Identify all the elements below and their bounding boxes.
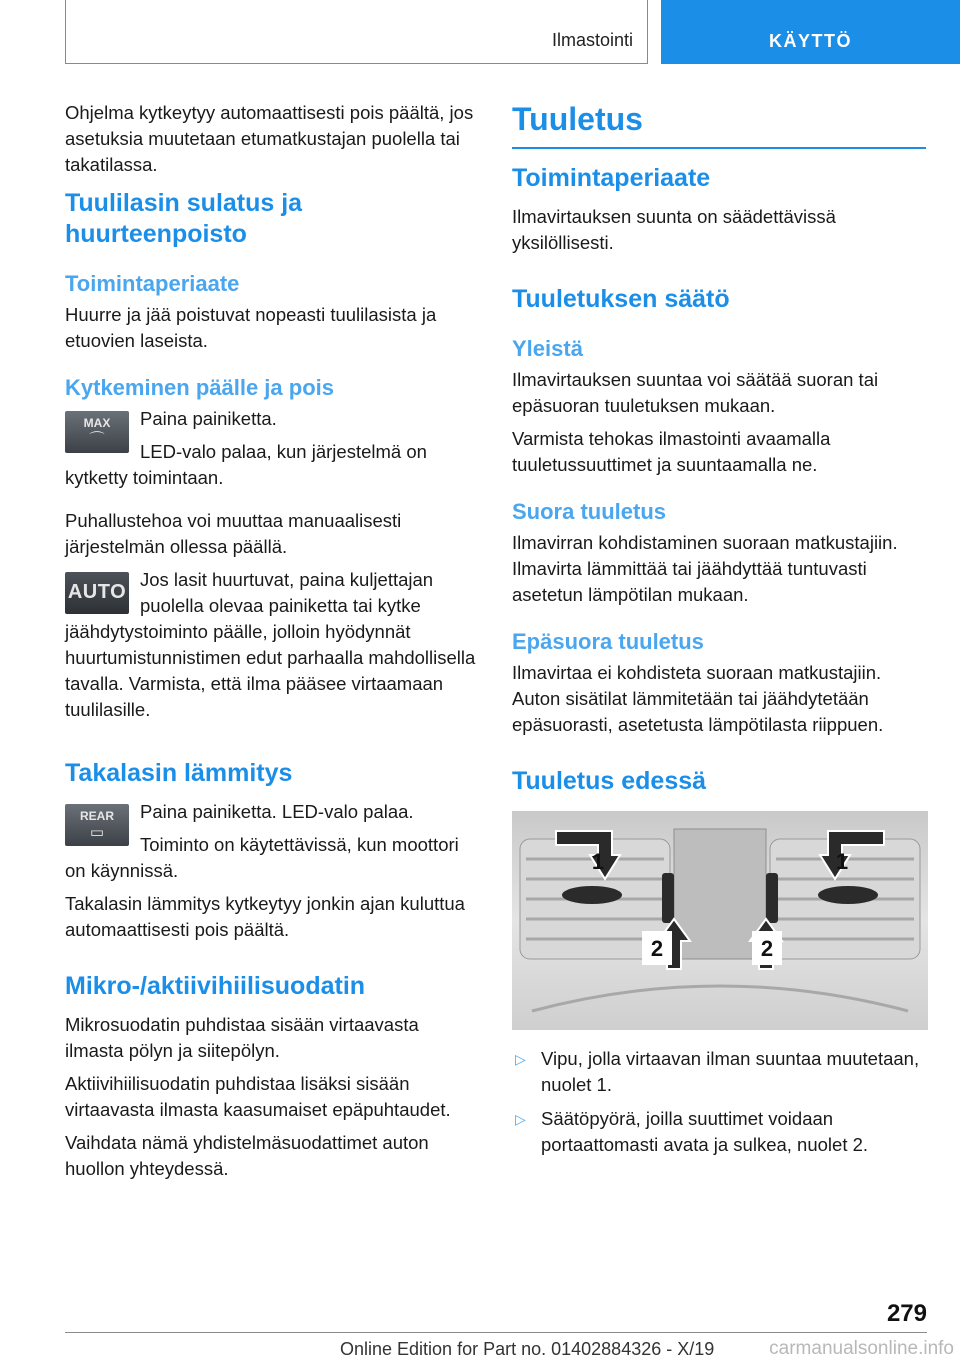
rear-available-text: Toiminto on käytettävissä, kun moottori on käynnissä. xyxy=(65,834,459,881)
defrost-led-text: LED-valo palaa, kun järjestelmä on kytketty toimintaan. xyxy=(65,441,427,488)
illus-label-1-right: 1 xyxy=(835,849,849,874)
auto-button-icon xyxy=(65,572,129,614)
illus-label-2-left: 2 xyxy=(650,936,664,961)
bullet-arrow-icon: ▷ xyxy=(515,1111,526,1127)
filter-text-2: Aktiivihiilisuodatin puhdistaa lisäksi sisään virtaavasta ilmasta kaasumaiset epäpuhtaudet. xyxy=(65,1073,451,1120)
auto-button-label: AUTO xyxy=(67,581,127,603)
windshield-heat-icon: ⌒ xyxy=(89,431,105,448)
header-chapter-tab xyxy=(661,0,960,64)
page-number: 279 xyxy=(886,1300,927,1327)
left-thumbwheel xyxy=(662,873,674,923)
filter-heading: Mikro-/aktiivihiilisuodatin xyxy=(65,972,366,1000)
defrost-heading: Tuulilasin sulatus ja huurteenpoisto xyxy=(65,189,303,248)
rear-press-text: Paina painiketta. LED-valo palaa. xyxy=(140,801,414,822)
bullet-arrow-icon: ▷ xyxy=(515,1051,526,1067)
direct-ventilation-text: Ilmavirran kohdistaminen suoraan matkustajiin. Ilmavirta lämmittää tai jäähdyttää tuntuvasti asetetun lämpötilan mukaan. xyxy=(512,532,898,605)
ventilation-principle-text: Ilmavirtauksen suunta on säädettävissä yksilöllisesti. xyxy=(512,206,836,253)
right-thumbwheel xyxy=(766,873,778,923)
max-defrost-row xyxy=(65,406,479,498)
auto-text: Jos lasit huurtuvat, paina kuljettajan puolella olevaa painiketta tai kytke jäähdytystoiminto päälle, jolloin hyödynnät huurtumistunnistimen edut parhaalla mahdollisella tavalla. Varmista, että ilma pääsee virtaamaan tuulilasille. xyxy=(65,569,476,720)
defrost-switch-heading: Kytkeminen päälle ja pois xyxy=(65,375,334,400)
list-item: ▷ Vipu, jolla virtaavan ilman suuntaa muutetaan, nuolet 1. xyxy=(515,1048,920,1095)
intro-paragraph: Ohjelma kytkeytyy automaattisesti pois päältä, jos asetuksia muutetaan etumatkustajan puolella tai takatilassa. xyxy=(65,102,474,175)
defrost-fan-text: Puhallustehoa voi muuttaa manuaalisesti järjestelmän ollessa päällä. xyxy=(65,510,402,557)
illus-label-1-left: 1 xyxy=(591,849,605,874)
header-section-box xyxy=(65,0,648,64)
indirect-ventilation-text: Ilmavirtaa ei kohdisteta suoraan matkustajiin. Auton sisätilat lämmitetään tai jäähdytetään epäsuorasti, asetetusta lämpötilasta riippuen. xyxy=(512,662,884,735)
defrost-principle-text: Huurre ja jää poistuvat nopeasti tuulilasista ja etuovien laseista. xyxy=(65,304,437,351)
left-column xyxy=(65,100,479,1189)
general-text-2: Varmista tehokas ilmastointi avaamalla tuuletussuuttimet ja suuntaamalla ne. xyxy=(512,428,831,475)
max-button-label: MAX xyxy=(83,416,111,430)
indirect-ventilation-heading: Epäsuora tuuletus xyxy=(512,629,704,654)
rear-window-heat-icon: ▭ xyxy=(89,824,105,841)
ventilation-control-heading: Tuuletuksen säätö xyxy=(512,285,730,313)
rear-button-label: REAR xyxy=(79,809,114,823)
left-vent-lever xyxy=(562,886,622,904)
ventilation-principle-heading: Toimintaperiaate xyxy=(512,164,711,192)
max-defrost-button-icon xyxy=(65,411,129,453)
front-ventilation-heading: Tuuletus edessä xyxy=(512,767,707,795)
rear-heating-row xyxy=(65,799,479,891)
rear-auto-off-text: Takalasin lämmitys kytkeytyy jonkin ajan kuluttua automaattisesti pois päältä. xyxy=(65,893,465,940)
front-vents-illustration xyxy=(512,811,928,1030)
filter-text-1: Mikrosuodatin puhdistaa sisään virtaavasta ilmasta pölyn ja siitepölyn. xyxy=(65,1014,419,1061)
list-item: ▷ Säätöpyörä, joilla suuttimet voidaan portaattomasti avata ja sulkea, nuolet 2. xyxy=(515,1108,869,1155)
auto-row xyxy=(65,567,479,730)
header-section-title: Ilmastointi xyxy=(551,30,633,50)
defrost-principle-heading: Toimintaperiaate xyxy=(65,271,240,296)
general-text-1: Ilmavirtauksen suuntaa voi säätää suoran tai epäsuoran tuuletuksen mukaan. xyxy=(512,369,879,416)
rear-heating-heading: Takalasin lämmitys xyxy=(65,759,293,787)
direct-ventilation-heading: Suora tuuletus xyxy=(512,499,667,524)
right-column xyxy=(512,100,926,1166)
header-chapter-title: KÄYTTÖ xyxy=(769,31,852,51)
watermark: carmanualsonline.info xyxy=(769,1338,954,1359)
general-heading: Yleistä xyxy=(512,336,583,361)
ventilation-heading: Tuuletus xyxy=(512,100,926,149)
vent-controls-list xyxy=(512,1046,926,1158)
right-vent-lever xyxy=(818,886,878,904)
footer-edition: Online Edition for Part no. 01402884326 - X/19 xyxy=(340,1339,715,1359)
footer-divider xyxy=(65,1332,927,1333)
illus-label-2-right: 2 xyxy=(760,936,774,961)
rear-window-button-icon xyxy=(65,804,129,846)
filter-text-3: Vaihdata nämä yhdistelmäsuodattimet auton huollon yhteydessä. xyxy=(65,1132,429,1179)
defrost-press-text: Paina painiketta. xyxy=(140,408,277,429)
